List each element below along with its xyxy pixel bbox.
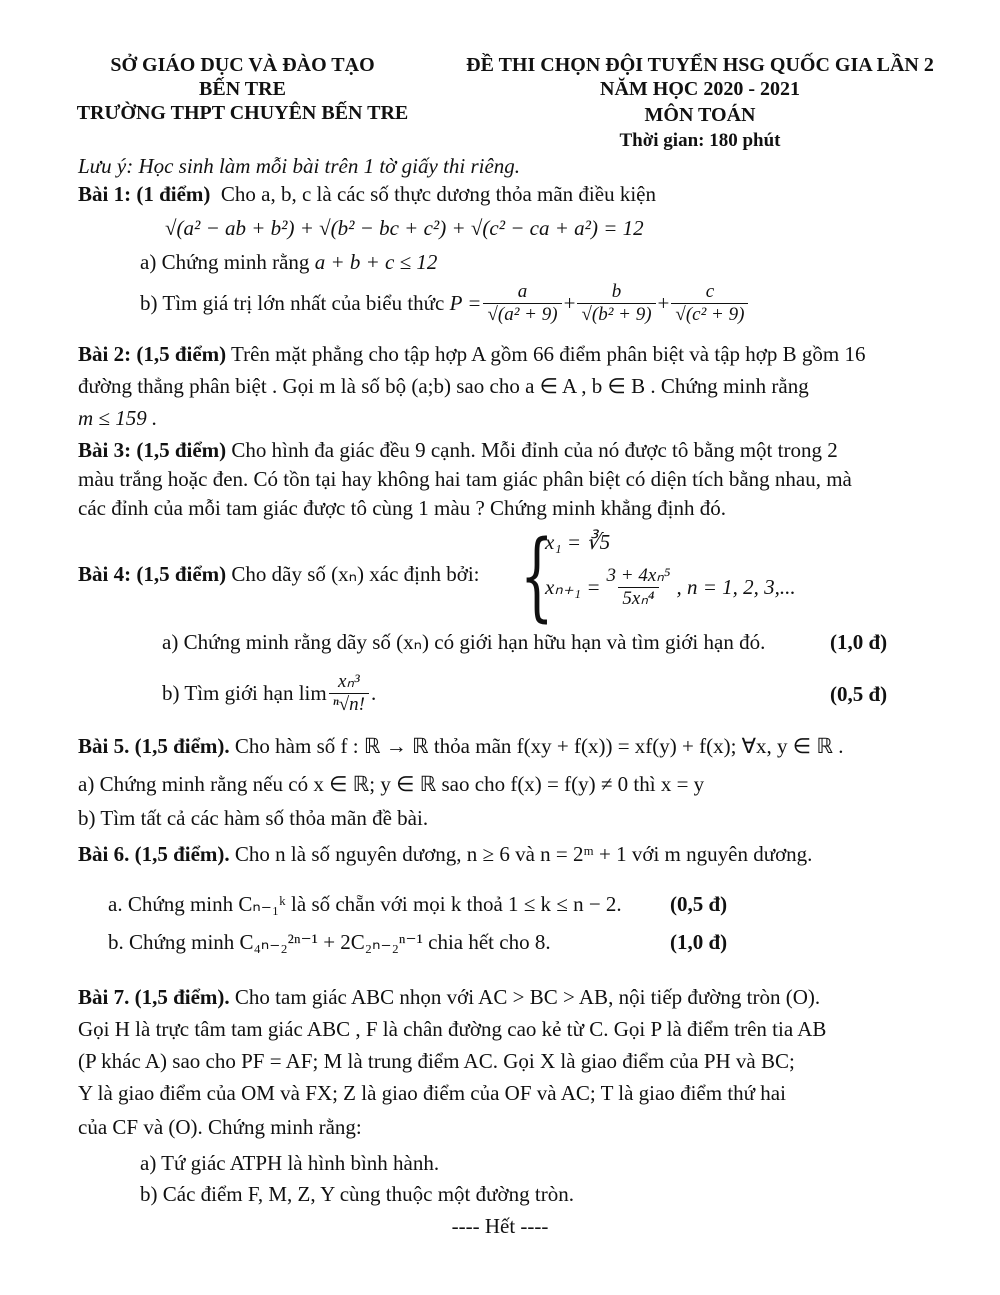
bai6-text: Cho n là số nguyên dương, n ≥ 6 và n = 2ᵐ + 1 với m nguyên dương. [234,842,813,866]
bai6-title: Bài 6. (1,5 điểm). [78,842,230,866]
frac-a-num: a [517,281,528,302]
bai1-heading [78,182,656,207]
bai4-b-frac [329,672,369,716]
bai7-text1: Cho tam giác ABC nhọn với AC > BC > AB, nội tiếp đường tròn (O). [234,985,821,1009]
bai1-b-lhs: P = [449,291,482,316]
bai5-part-a: a) Chứng minh rằng nếu có x ∈ ℝ; y ∈ ℝ sao cho f(x) = f(y) ≠ 0 thì x = y [78,772,705,796]
bai5-title: Bài 5. (1,5 điểm). [78,734,230,758]
bai6-b-points: (1,0 đ) [670,930,728,954]
bai4-b-den: ⁿ√n! [329,693,369,716]
bai2-line3: m ≤ 159 . [78,406,158,430]
bai4-sys1: x₁ = ∛5 [545,530,611,554]
bai4-sys2-lhs: xₙ₊₁ = [545,575,601,600]
bai3-line2: màu trắng hoặc đen. Có tồn tại hay không hai tam giác phân biệt có diện tích bằng nhau, mà [78,467,852,491]
bai4-b-label: b) Tìm giới hạn lim [162,681,327,706]
bai1-a-math: a + b + c ≤ 12 [314,250,438,274]
bai4-part-a: a) Chứng minh rằng dãy số (xₙ) có giới hạn hữu hạn và tìm giới hạn đó. [162,630,766,654]
bai6-a-points: (0,5 đ) [670,892,728,916]
bai1-frac-a [483,282,561,326]
bai6-part-a: a. Chứng minh Cₙ₋₁ᵏ là số chẵn với mọi k thoả 1 ≤ k ≤ n − 2. [108,892,622,916]
frac-b-num: b [611,281,622,302]
bai2-title: Bài 2: (1,5 điểm) [78,342,227,366]
bai7-line1 [78,985,820,1010]
bai4-sys2-den: 5xₙ⁴ [618,587,658,610]
header-right-line4: Thời gian: 180 phút [619,130,781,151]
frac-b-den: √(b² + 9) [577,303,655,326]
bai4-part-b: b) Tìm giới hạn lim $\frac{\text{xₙ³}}{\text{ⁿ√n!}}$ . [162,671,377,715]
bai4-sys2-num: 3 + 4xₙ⁵ [606,565,671,586]
bai4-brace: { [520,520,554,632]
bai1-text: Cho a, b, c là các số thực dương thỏa mãn điều kiện [220,182,656,206]
bai4-sys2-frac [603,566,675,610]
bai7-line3: (P khác A) sao cho PF = AF; M là trung điểm AC. Gọi X là giao điểm của PH và BC; [78,1049,795,1073]
bai1-part-a [140,250,437,275]
bai2-text1: Trên mặt phẳng cho tập hợp A gồm 66 điểm phân biệt và tập hợp B gồm 16 [231,342,866,366]
bai7-line4: Y là giao điểm của OM và FX; Z là giao điểm của OF và AC; T là giao điểm thứ hai [78,1081,786,1105]
bai2-line1 [78,342,865,367]
header-left-line3: TRƯỜNG THPT CHUYÊN BẾN TRE [76,102,409,124]
bai1-a-label: a) Chứng minh rằng [140,250,310,274]
bai1-title: Bài 1: (1 điểm) [78,182,211,206]
bai4-sys2 [545,566,796,610]
bai3-line1 [78,438,838,463]
bai4-a-points: (1,0 đ) [830,630,888,654]
frac-a-den: √(a² + 9) [483,303,561,326]
header-right-line1: ĐỀ THI CHỌN ĐỘI TUYỂN HSG QUỐC GIA LẦN 2 [466,54,934,76]
bai7-part-a: a) Tứ giác ATPH là hình bình hành. [140,1151,440,1175]
bai4-text: Cho dãy số (xₙ) xác định bởi: [231,562,480,586]
bai6-heading [78,842,812,867]
bai4-b-num: xₙ³ [337,671,360,692]
bai2-line2: đường thẳng phân biệt . Gọi m là số bộ (a;b) sao cho a ∈ A , b ∈ B . Chứng minh rằng [78,374,809,398]
bai1-condition: √(a² − ab + b²) + √(b² − bc + c²) + √(c² − ca + a²) = 12 [165,216,644,240]
bai3-line3: các đỉnh của mỗi tam giác được tô cùng 1 màu ? Chứng minh khẳng định đó. [78,496,726,520]
bai7-part-b: b) Các điểm F, M, Z, Y cùng thuộc một đường tròn. [140,1182,574,1206]
bai1-part-b: b) Tìm giá trị lớn nhất của biểu thức P = $\frac{a}{\text{√(a² + 9)}}$ + $\frac{b}{\text{√(b² + 9)}}$ + $\frac{c}{\text{√(c² + 9)}}$ [140,282,750,326]
bai5-heading [78,734,843,759]
bai1-frac-b [577,282,655,326]
bai6-part-b: b. Chứng minh C₄ₙ₋₂²ⁿ⁻¹ + 2C₂ₙ₋₂ⁿ⁻¹ chia hết cho 8. [108,930,551,954]
header-left-line1: SỞ GIÁO DỤC VÀ ĐÀO TẠO [110,54,375,76]
bai4-heading [78,562,480,587]
bai7-line2: Gọi H là trực tâm tam giác ABC , F là chân đường cao kẻ từ C. Gọi P là điểm trên tia AB [78,1017,827,1041]
bai1-frac-c [671,282,748,326]
bai7-title: Bài 7. (1,5 điểm). [78,985,230,1009]
note: Lưu ý: Học sinh làm mỗi bài trên 1 tờ giấy thi riêng. [78,154,521,178]
bai4-title: Bài 4: (1,5 điểm) [78,562,227,586]
header-left-line2: BẾN TRE [199,78,286,100]
bai1-b-label: b) Tìm giá trị lớn nhất của biểu thức [140,291,445,316]
frac-c-num: c [705,281,715,302]
bai4-b-points: (0,5 đ) [830,682,888,706]
footer-end: ---- Hết ---- [451,1214,549,1238]
bai3-title: Bài 3: (1,5 điểm) [78,438,227,462]
bai5-part-b: b) Tìm tất cả các hàm số thỏa mãn đề bài. [78,806,429,830]
frac-c-den: √(c² + 9) [671,303,748,326]
bai5-text: Cho hàm số f : ℝ → ℝ thỏa mãn f(xy + f(x)) = xf(y) + f(x); ∀x, y ∈ ℝ . [234,734,844,758]
header-right-line2: NĂM HỌC 2020 - 2021 [600,78,800,100]
bai4-sys2-rhs: , n = 1, 2, 3,... [676,575,796,600]
header-right-line3: MÔN TOÁN [644,104,756,126]
bai7-line5: của CF và (O). Chứng minh rằng: [78,1115,362,1139]
bai3-text1: Cho hình đa giác đều 9 cạnh. Mỗi đỉnh của nó được tô bằng một trong 2 [231,438,838,462]
